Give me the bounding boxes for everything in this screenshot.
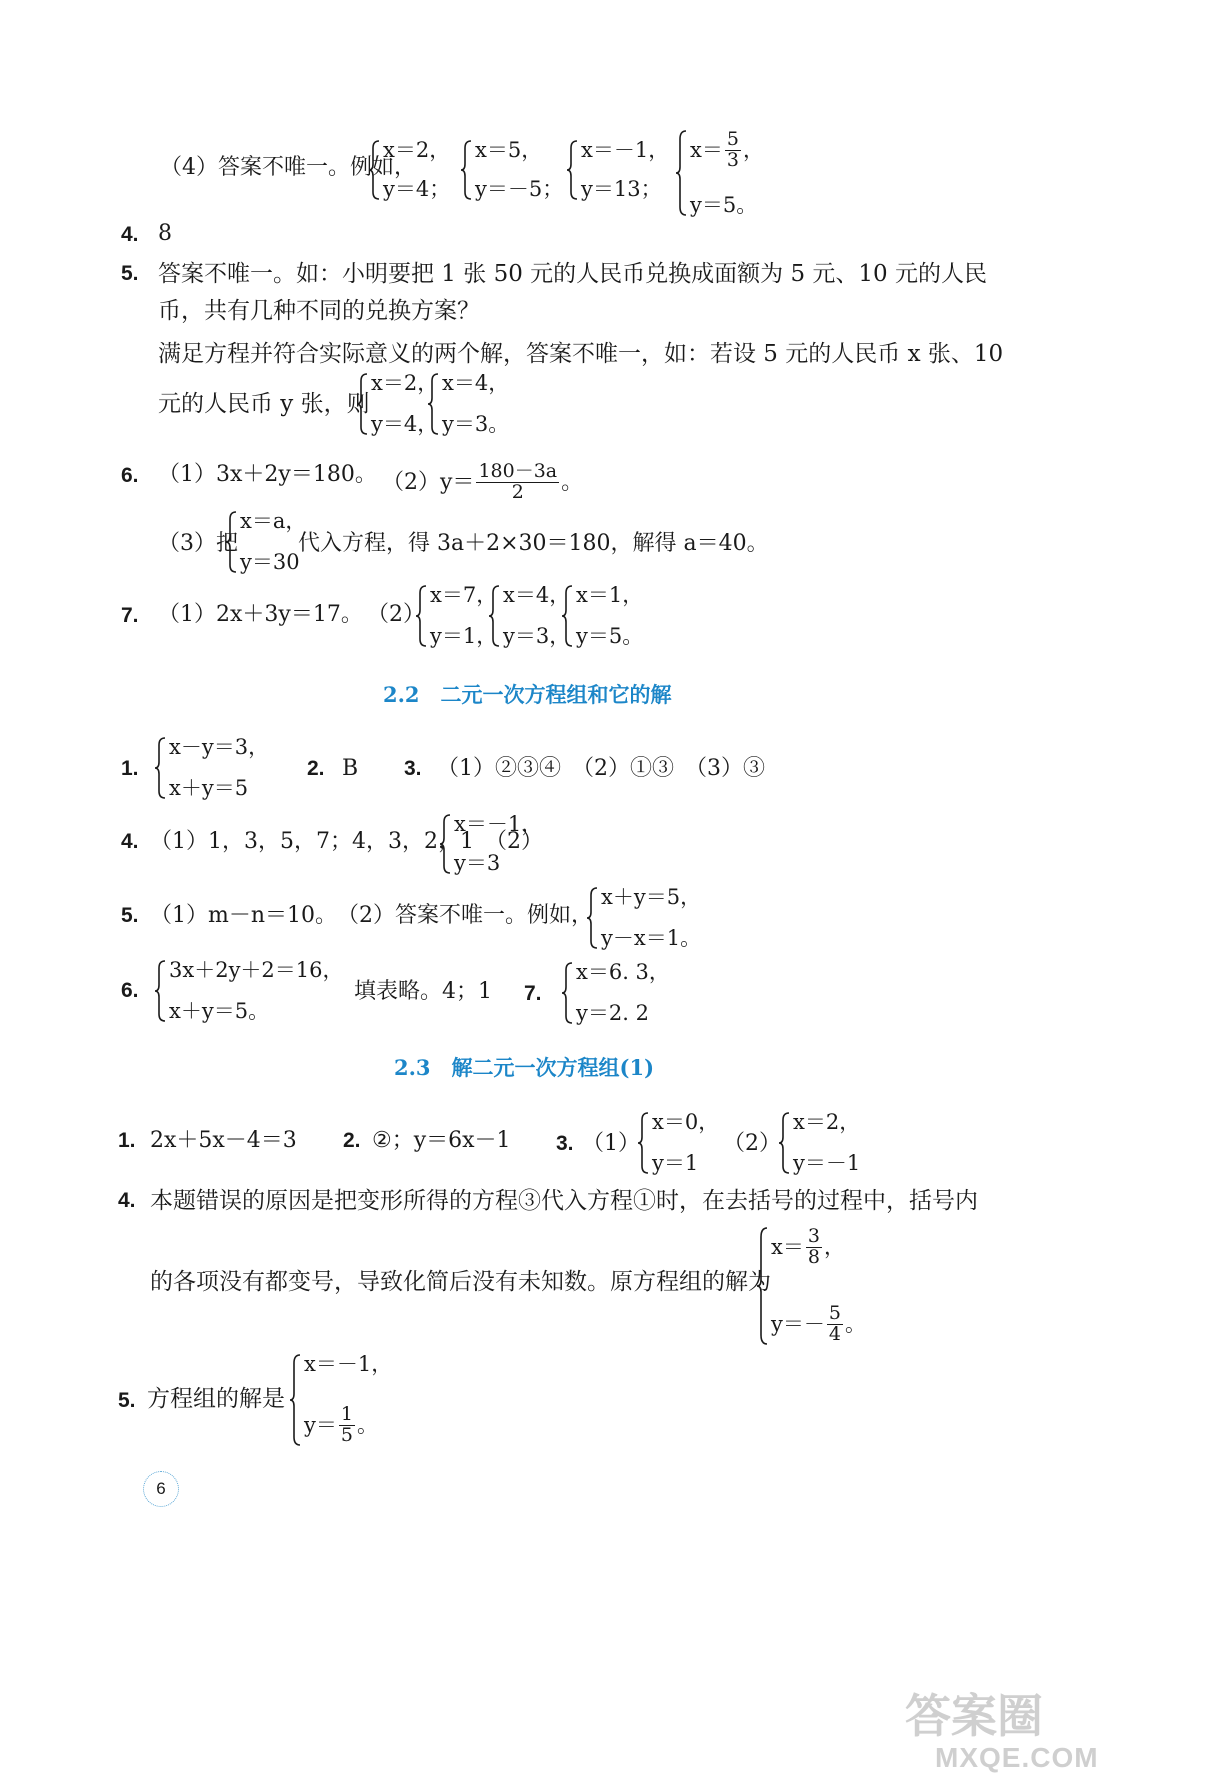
system-b5 — [587, 887, 701, 949]
c1-number: 1. — [118, 1129, 136, 1152]
eq-y: y＝4， — [371, 412, 439, 436]
section-title-2-2: 2.2 二元一次方程组和它的解 — [383, 682, 672, 707]
c3-number: 3. — [556, 1132, 574, 1155]
eq-x: x＝1， — [576, 583, 644, 607]
q6-part2: （2）y＝ $\frac{180-3a}{2}$ 。 — [382, 460, 584, 503]
q5-line3: 满足方程并符合实际意义的两个解，答案不唯一，如：若设 5 元的人民币 x 张、10 — [158, 341, 1004, 367]
c1-answer: 2x＋5x－4＝3 — [150, 1128, 297, 1153]
eq-y: y＝3 — [454, 851, 501, 875]
system-q7-a — [416, 585, 497, 647]
eq-2: y－x＝1。 — [601, 926, 702, 950]
eq-y: y＝－5； — [475, 177, 564, 201]
eq-y: y＝－1 — [793, 1151, 861, 1175]
fraction: $\frac{180-3a}{2}$ — [478, 460, 558, 503]
c3-part1-label: （1） — [582, 1131, 640, 1156]
c5-text: 方程组的解是 — [147, 1386, 285, 1412]
system-q3-4-a — [369, 140, 450, 200]
b6-number: 6. — [121, 979, 139, 1002]
page-number: 6 — [143, 1471, 179, 1507]
eq-1: x－y＝3， — [169, 735, 270, 759]
watermark-url: MXQE.COM — [935, 1742, 1099, 1773]
eq-y: y＝3。 — [442, 412, 510, 436]
q5-line2: 币，共有几种不同的兑换方案？ — [158, 298, 480, 324]
system-q3-4-c — [567, 140, 669, 200]
c4-number: 4. — [118, 1189, 136, 1212]
system-q5-a — [357, 373, 438, 435]
q5-line1: 答案不唯一。如：小明要把 1 张 50 元的人民币兑换成面额为 5 元、10 元的人民 — [158, 261, 987, 287]
eq-1: x＋y＝5， — [601, 885, 702, 909]
system-c4: x＝ $\frac{3}{8}$ ， y＝－ $\frac{5}{4}$ 。 — [757, 1227, 866, 1345]
q6-part3-prefix: （3）把 — [158, 531, 238, 556]
b5-part1: （1）m－n＝10。 （2）答案不唯一。例如， — [150, 903, 594, 928]
b4-part1: （1）1，3，5，7；4，3，2，1 （2） — [150, 829, 543, 854]
eq-x: x＝2， — [793, 1110, 861, 1134]
system-q5-b — [428, 373, 509, 435]
system-c5: x＝－1， y＝ $\frac{1}{5}$ 。 — [290, 1354, 392, 1446]
eq-x: x＝－1， — [581, 138, 670, 162]
q7-part1: （1）2x＋3y＝17。 — [158, 602, 363, 627]
c2-number: 2. — [343, 1129, 361, 1152]
q7-number: 7. — [121, 604, 139, 627]
q4-number: 4. — [121, 223, 139, 246]
b3-number: 3. — [404, 757, 422, 780]
b4-number: 4. — [121, 830, 139, 853]
b2-number: 2. — [307, 757, 325, 780]
system-b7 — [562, 962, 670, 1024]
c2-answer: ②；y＝6x－1 — [372, 1128, 511, 1153]
system-c3-b — [779, 1112, 860, 1174]
q5-number: 5. — [121, 262, 139, 285]
eq-x-prefix: x＝ — [690, 137, 723, 162]
eq-y: y＝5。 — [576, 624, 644, 648]
eq-x: x＝4， — [442, 371, 510, 395]
eq-y: y＝1 — [652, 1151, 699, 1175]
eq-x: x＝4， — [503, 583, 571, 607]
system-q3-4-b — [461, 140, 563, 200]
c4-line1: 本题错误的原因是把变形所得的方程③代入方程①时，在去括号的过程中，括号内 — [150, 1188, 978, 1214]
section-title-2-3: 2.3 解二元一次方程组(1) — [394, 1055, 655, 1080]
system-q7-c — [562, 585, 643, 647]
q7-part2-label: （2） — [367, 602, 425, 627]
eq-1: 3x＋2y＋2＝16， — [169, 958, 344, 982]
watermark-logo: 答案圈 — [905, 1690, 1043, 1742]
eq-x: x＝a， — [240, 509, 307, 533]
eq-y: y＝5。 — [690, 193, 758, 217]
fraction: $\frac{3}{8}$ — [807, 1225, 820, 1268]
eq-x: x＝－1， — [454, 812, 543, 836]
q3-part4-label: （4）答案不唯一。例如， — [160, 155, 416, 180]
eq-y: y＝1， — [430, 624, 498, 648]
fraction: $\frac{5}{4}$ — [828, 1302, 841, 1346]
eq-y: y＝13； — [581, 177, 662, 201]
eq-y: y＝30 — [240, 550, 300, 574]
system-q3-4-d: x＝ $\frac{5}{3}$ ， y＝5。 — [676, 130, 764, 216]
q6-number: 6. — [121, 464, 139, 487]
eq-x: x＝0， — [652, 1110, 720, 1134]
eq-x: x＝6. 3， — [576, 960, 670, 984]
eq-2: x＋y＝5 — [169, 776, 249, 800]
system-q7-b — [489, 585, 570, 647]
eq-x: x＝－1， — [304, 1352, 393, 1376]
q6-part1: （1）3x＋2y＝180。 — [158, 462, 377, 487]
eq-x: x＝2， — [371, 371, 439, 395]
b1-number: 1. — [121, 757, 139, 780]
q6-part3-text: 代入方程，得 3a＋2×30＝180，解得 a＝40。 — [298, 531, 769, 556]
c3-part2-label: （2） — [723, 1131, 781, 1156]
eq-x: x＝2， — [383, 138, 451, 162]
q5-line4: 元的人民币 y 张，则 — [158, 391, 370, 417]
eq-y: y＝4； — [383, 177, 451, 201]
system-b6 — [155, 960, 344, 1022]
system-c3-a — [638, 1112, 719, 1174]
b6-text: 填表略。4；1 — [354, 979, 492, 1004]
system-b4 — [440, 814, 542, 874]
b2-answer: B — [342, 756, 359, 781]
b3-answer: （1）②③④ （2）①③ （3）③ — [437, 756, 765, 781]
eq-y: y＝3， — [503, 624, 571, 648]
eq-x: x＝5， — [475, 138, 543, 162]
fraction: $\frac{1}{5}$ — [340, 1403, 353, 1447]
eq-x: x＝7， — [430, 583, 498, 607]
eq-y: y＝2. 2 — [576, 1001, 649, 1025]
eq-2: x＋y＝5。 — [169, 999, 270, 1023]
c4-line2: 的各项没有都变号，导致化简后没有未知数。原方程组的解为 — [150, 1269, 771, 1295]
b7-number: 7. — [524, 982, 542, 1005]
b5-number: 5. — [121, 904, 139, 927]
fraction: $\frac{5}{3}$ — [726, 128, 739, 171]
system-b1 — [155, 737, 269, 799]
c5-number: 5. — [118, 1389, 136, 1412]
q4-answer: 8 — [158, 221, 172, 246]
system-q6 — [226, 511, 306, 573]
